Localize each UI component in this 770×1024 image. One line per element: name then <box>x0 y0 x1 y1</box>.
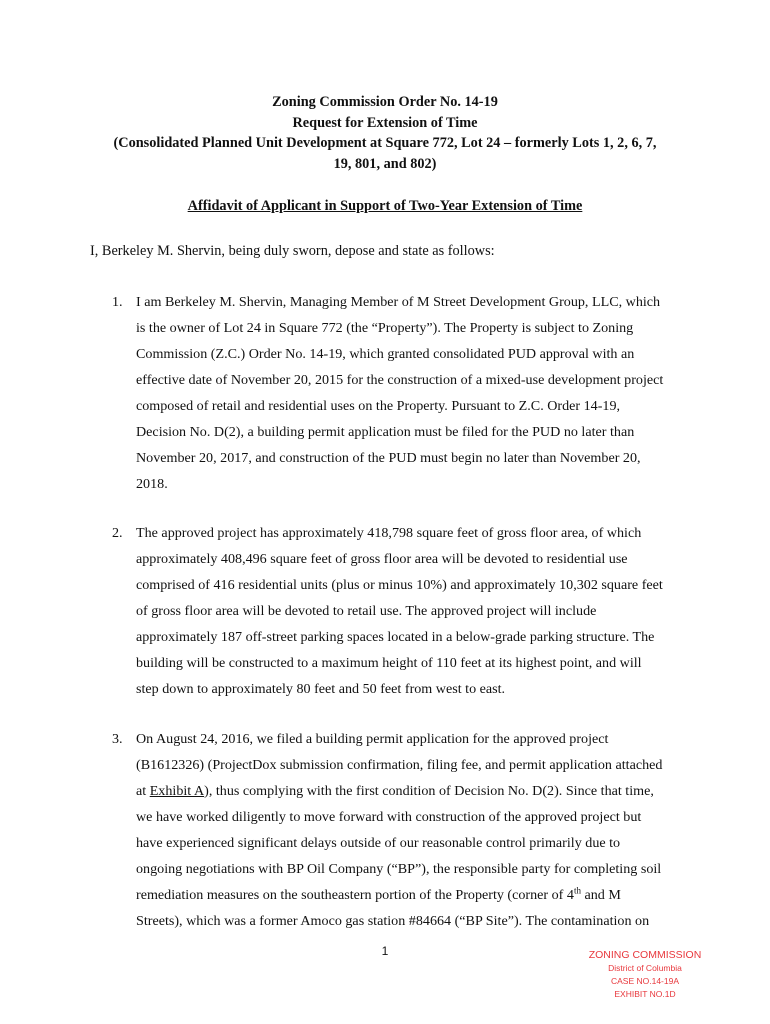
paragraph-number: 2. <box>112 525 123 541</box>
paragraph-text <box>136 726 664 934</box>
numbered-paragraph-1 <box>112 289 664 497</box>
header-request-title: Request for Extension of Time <box>292 114 478 131</box>
header-pud-line-2: 19, 801, and 802) <box>333 155 437 172</box>
numbered-paragraph-2 <box>112 520 664 702</box>
paragraph-text: I am Berkeley M. Shervin, Managing Member of M Street Development Group, LLC, which is the owner of Lot 24 in Square 772 (the “Property”). The Property is subject to Zoning Commission (Z.C.) Order No. 14-19, which granted consolidated PUD approval with an effective date of November 20, 2015 for the construction of a mixed-use development project composed of retail and residential uses on the Property. Pursuant to Z.C. Order 14-19, Decision No. D(2), a building permit application must be filed for the PUD no later than November 20, 2017, and construction of the PUD must begin no later than November 20, 2018. <box>136 294 664 492</box>
exhibit-a-link[interactable]: Exhibit A <box>149 783 205 799</box>
stamp-commission: ZONING COMMISSION <box>588 949 702 961</box>
affidavit-title: Affidavit of Applicant in Support of Two-Year Extension of Time <box>187 198 583 214</box>
intro-statement: I, Berkeley M. Shervin, being duly sworn, depose and state as follows: <box>90 243 495 259</box>
ordinal-superscript: th <box>573 885 581 896</box>
paragraph-text-part-2: ), thus complying with the first condition of Decision No. D(2). Since that time, we have worked diligently to move forward with construction of the approved project but have experienced significant delays outside of our reasonable control primarily due to ongoing negotiations with BP Oil Company (“BP”), the responsible party for completing soil remediation measures on the southeastern portion of the Property (corner of 4 <box>136 783 662 903</box>
paragraph-text-part-1: On August 24, 2016, we filed a building permit application for the approved project (B1612326) (ProjectDox submission confirmation, filing fee, and permit application attached at <box>136 731 663 799</box>
paragraph-number: 3. <box>112 731 123 747</box>
header-pud-line-1: (Consolidated Planned Unit Development at Square 772, Lot 24 – formerly Lots 1, 2, 6, 7, <box>113 135 657 151</box>
order-header <box>80 92 690 174</box>
paragraph-number: 1. <box>112 294 123 310</box>
stamp-exhibit-number: EXHIBIT NO.1D <box>614 989 676 999</box>
stamp-district: District of Columbia <box>608 963 682 973</box>
paragraph-text: The approved project has approximately 418,798 square feet of gross floor area, of which approximately 408,496 square feet of gross floor area will be devoted to residential use comprised of 416 residential units (plus or minus 10%) and approximately 10,302 square feet of gross floor area will be devoted to retail use. The approved project will include approximately 187 off-street parking spaces located in a below-grade parking structure. The building will be constructed to a maximum height of 110 feet at its highest point, and will step down to approximately 80 feet and 50 feet from west to east. <box>136 525 663 697</box>
paragraph-text-part-3: and M Streets), which was a former Amoco gas station #84664 (“BP Site”). The contamination on <box>136 887 650 929</box>
page-number: 1 <box>381 944 389 958</box>
zoning-commission-stamp <box>580 948 710 1001</box>
stamp-case-number: CASE NO.14-19A <box>610 976 680 986</box>
header-order-number: Zoning Commission Order No. 14-19 <box>272 94 498 110</box>
numbered-paragraph-3 <box>112 726 664 934</box>
